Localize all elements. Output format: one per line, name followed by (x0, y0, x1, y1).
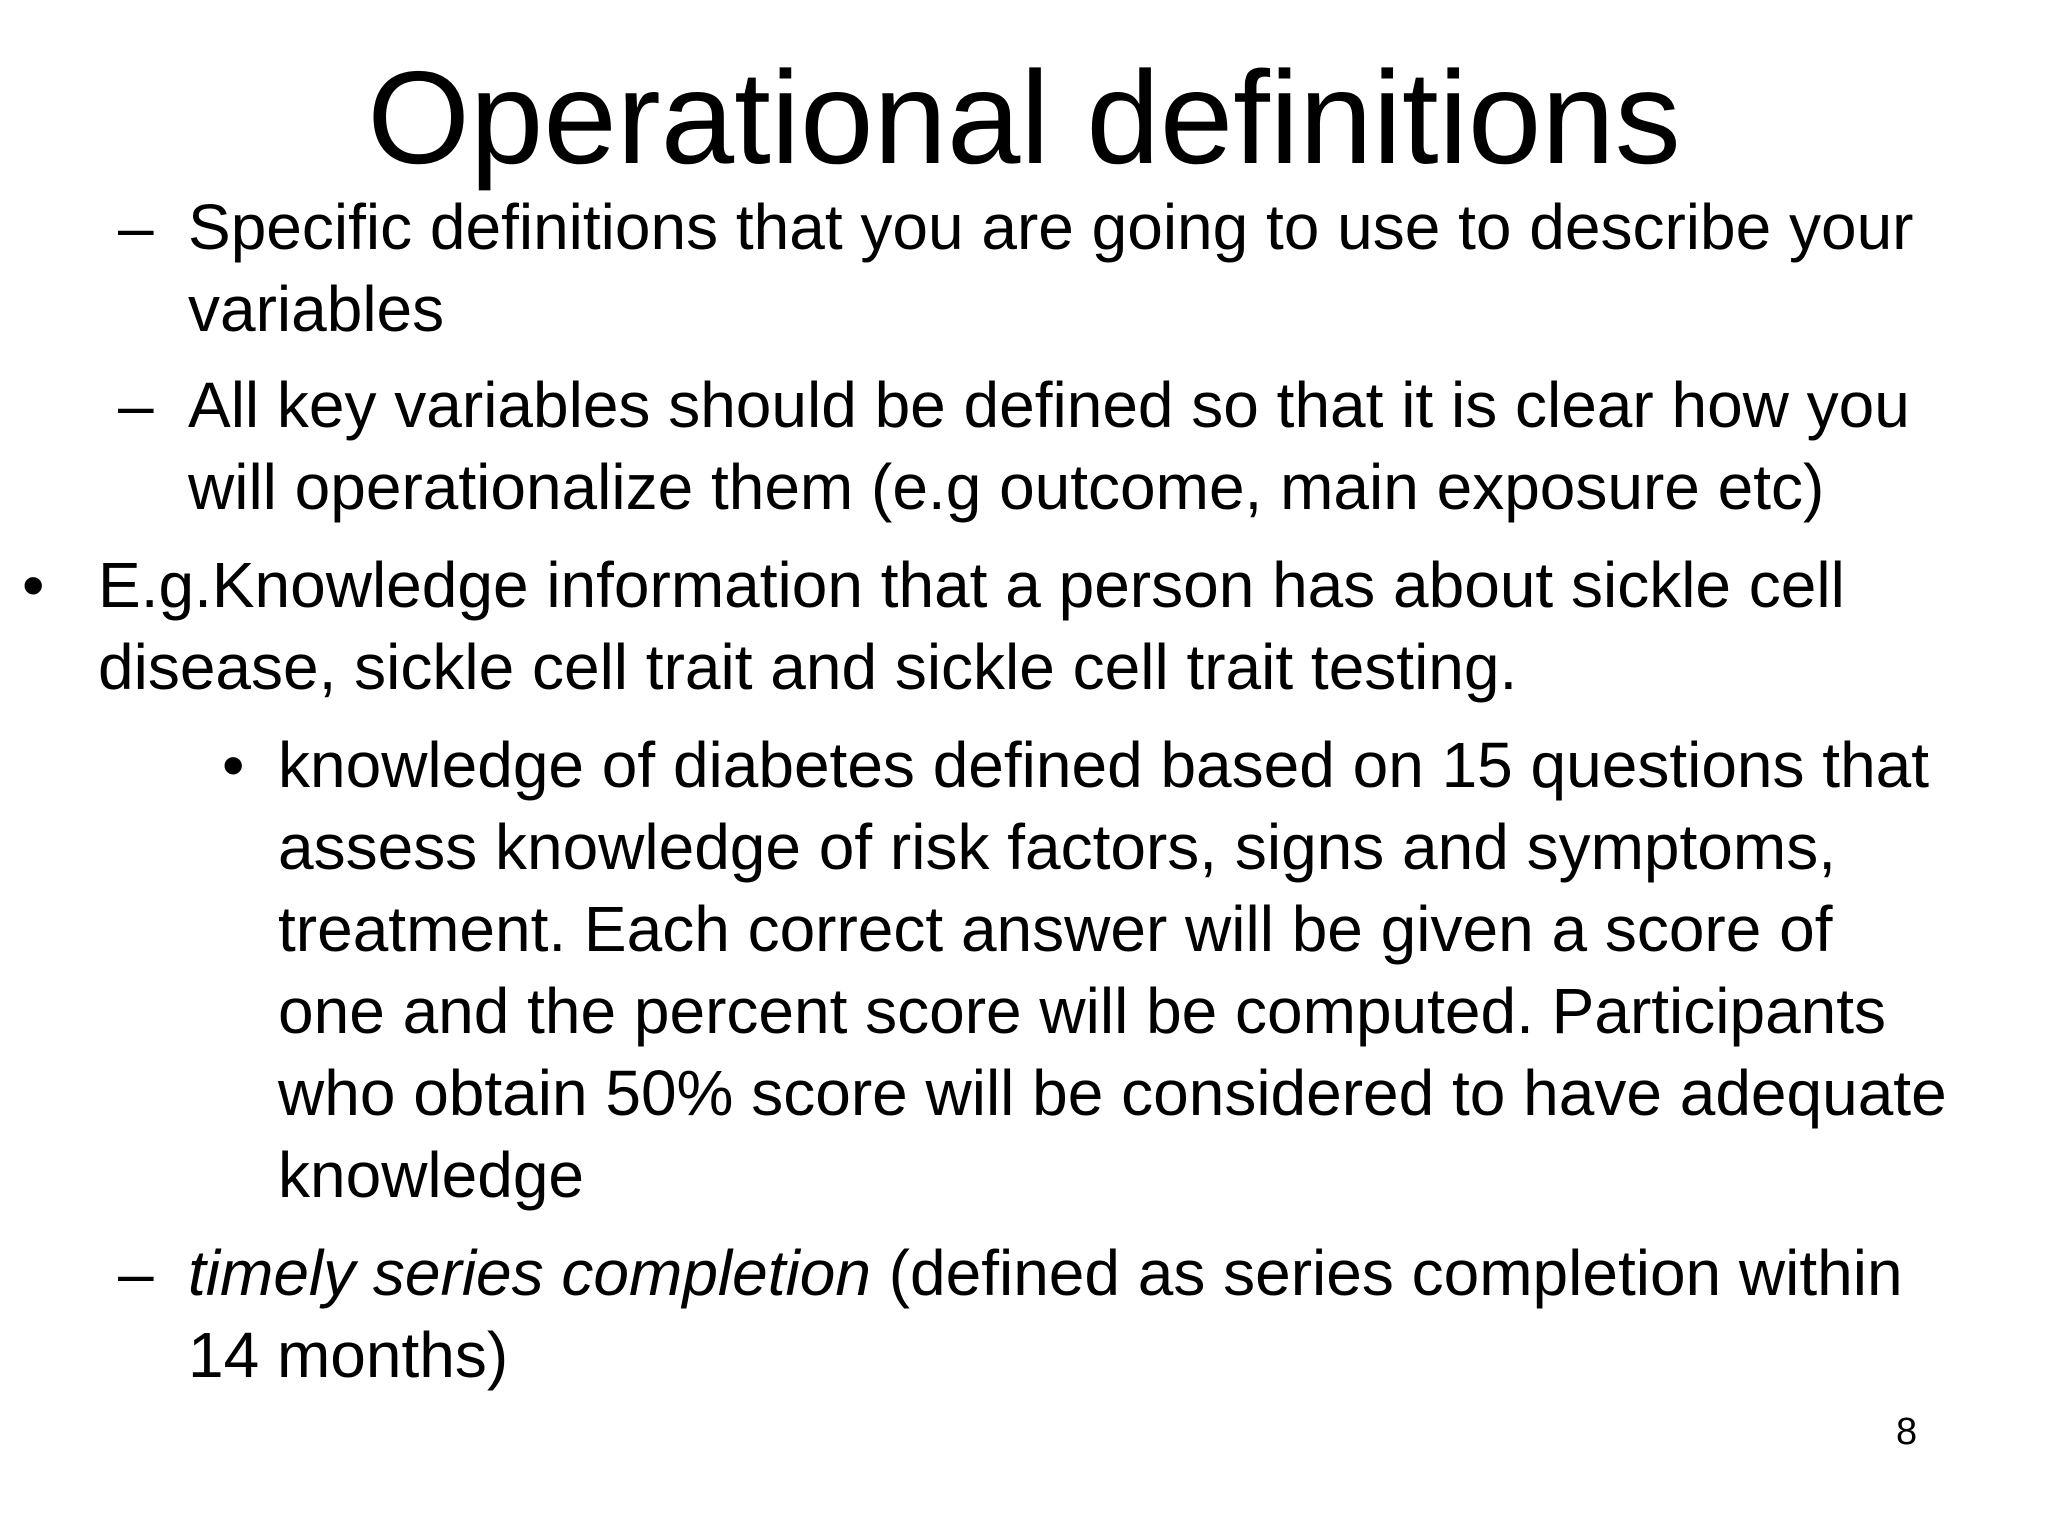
round-bullet: • (222, 729, 245, 801)
dash-bullet: – (118, 191, 154, 263)
dash-bullet: – (118, 1237, 154, 1309)
slide-title: Operational definitions (367, 44, 1681, 191)
bullet-text-line: who obtain 50% score will be considered to have adequate (278, 1057, 1947, 1129)
page-number: 8 (1896, 1411, 1918, 1453)
bullet-text-line: knowledge of diabetes defined based on 15 questions that (278, 729, 1930, 801)
bullet-text-line: All key variables should be defined so that it is clear how you (188, 369, 1910, 441)
dash-bullet: – (118, 369, 154, 441)
round-bullet: • (22, 549, 45, 621)
bullet-text-line: treatment. Each correct answer will be given a score of (278, 893, 1833, 965)
bullet-text-line: one and the percent score will be computed. Participants (278, 975, 1887, 1047)
italic-term: timely series completion (188, 1237, 871, 1309)
bullet-item-key-variables (188, 364, 1910, 528)
bullet-item-diabetes-knowledge (278, 724, 1947, 1216)
bullet-item-knowledge-example (98, 544, 1845, 708)
bullet-text-line: 14 months) (188, 1319, 509, 1391)
bullet-text-rest: (defined as series completion within (870, 1237, 1903, 1309)
bullet-text-line: Specific definitions that you are going to use to describe your (188, 191, 1914, 263)
bullet-text-line: assess knowledge of risk factors, signs and symptoms, (278, 811, 1836, 883)
bullet-text-line: disease, sickle cell trait and sickle cell trait testing. (98, 631, 1518, 703)
bullet-item-specific-definitions (188, 186, 1913, 350)
bullet-text-line: variables (188, 273, 445, 345)
bullet-text-line (188, 1232, 1903, 1314)
bullet-text-line: will operationalize them (e.g outcome, main exposure etc) (188, 451, 1825, 523)
bullet-item-timely-series (188, 1232, 1903, 1396)
bullet-text-line: E.g.Knowledge information that a person has about sickle cell (98, 549, 1845, 621)
bullet-text-line: knowledge (278, 1139, 584, 1211)
